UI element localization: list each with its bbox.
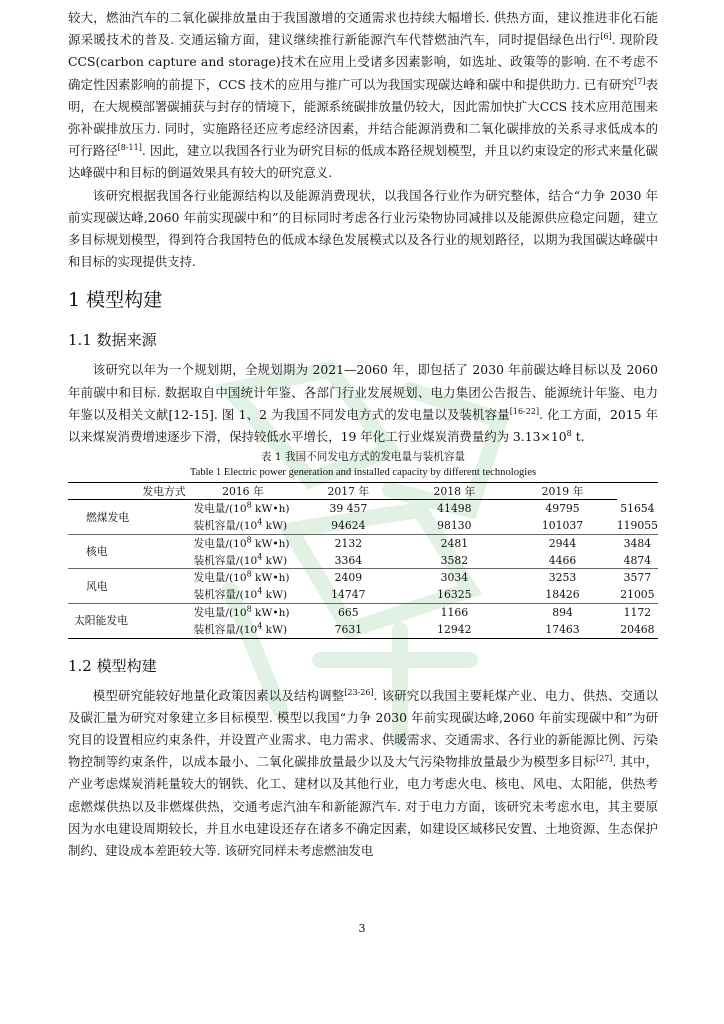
group-name-wind: 风电 — [68, 569, 190, 604]
para-data-source: 该研究以年为一个规划期，全规划期为 2021—2060 年，即包括了 2030 年前碳达峰目标以及 2060 年前碳中和目标. 数据取自中国统计年鉴、各部门行业发展规划、电力集团公告报告、能源统计年鉴、电力年鉴以及相关文献[12-15]. 图 1、2 为我国不同发电方式的发电量以及装机容量[16-22]. 化工方面，2015 年以来煤炭消费增速逐步下滑，保持较低水平增长，19 年化工行业煤炭消费量约为 $3.13\times 10^8$ t. — [68, 362, 658, 445]
group-name-nuclear: 核电 — [68, 534, 190, 569]
table-cell: 7631 — [334, 622, 363, 636]
table-cell: 14747 — [296, 586, 400, 603]
indicator-generation: 发电量$/(10^8$ kW•h) — [193, 569, 290, 585]
table-cell: 665 — [338, 605, 359, 619]
table-cell: 20468 — [620, 622, 655, 636]
table-cell: 1172 — [623, 605, 652, 619]
table-header-year: 2016 年 — [190, 483, 297, 500]
table-cell: 16325 — [400, 586, 508, 603]
para-research-aim: 该研究根据我国各行业能源结构以及能源消费现状，以我国各行业作为研究整体，结合“力争 2030 年前实现碳达峰,2060 年前实现碳中和”的目标同时考虑各行业污染物协同减排以及能源供应稳定问题，建立多目标规划模型，得到符合我国特色的低成本绿色发展模式以及各行业的规划路径，以期为我国碳达峰碳中和目标的实现提供支持. — [68, 187, 658, 270]
table-cell: 119055 — [617, 517, 658, 534]
table-row — [68, 604, 658, 621]
table-cell: 98130 — [400, 517, 508, 534]
indicator-capacity: 装机容量$/(10^4$ kW) — [190, 552, 297, 569]
table-cell: 51654 — [620, 501, 655, 515]
table-cell: 2409 — [334, 571, 363, 585]
table-cell: 94624 — [296, 517, 400, 534]
power-capacity-table — [68, 482, 658, 638]
table-cell: 1166 — [440, 605, 469, 619]
table-cell: 12942 — [437, 622, 472, 636]
table-cell: 4466 — [508, 552, 617, 569]
para-context: 较大，燃油汽车的二氧化碳排放量由于我国激增的交通需求也持续大幅增长. 供热方面，建议推进非化石能源采暖技术的普及. 交通运输方面，建议继续推行新能源汽车代替燃油汽车，同时提倡绿色出行[6]. 现阶段 CCS(carbon capture and storage)技术在应用上受诸多因素影响，如选址、政策等的影响. 在不考虑不确定性因素影响的前提下，CCS 技术的应用与推广可以为我国实现碳达峰和碳中和提供助力. 已有研究[7]表明，在大规模部署碳捕获与封存的情境下，能源系统碳排放量仍较大，因此需加快扩大CCS 技术应用范围来弥补碳排放压力. 同时，实施路径还应考虑经济因素，并结合能源消费和二氧化碳排放的关系寻求低成本的可行路径[8-11]. 因此，建立以我国各行业为研究目标的低成本路径规划模型，并且以约束设定的形式来量化碳达峰碳中和目标的倒逼效果具有较大的研究意义. — [68, 10, 659, 181]
paper-page — [68, 0, 658, 862]
group-name-coal: 燃煤发电 — [68, 500, 190, 535]
table-row — [68, 569, 658, 586]
table-header-year: 2017 年 — [296, 483, 400, 500]
table-cell: 3364 — [296, 552, 400, 569]
indicator-generation: 发电量$/(10^8$ kW•h) — [193, 535, 290, 550]
table-header-year: 2019 年 — [508, 483, 617, 500]
table-cell: 4874 — [617, 552, 658, 569]
table-cell: 101037 — [508, 517, 617, 534]
table-cell: 21005 — [617, 586, 658, 603]
table-header-year: 2018 年 — [400, 483, 508, 500]
table-cell: 41498 — [437, 502, 472, 516]
table-cell: 2481 — [440, 536, 469, 550]
table-caption-cn: 表 1 我国不同发电方式的发电量与装机容量 — [260, 451, 466, 464]
subsection-heading-model-build: 1.2 模型构建 — [68, 656, 157, 675]
table-cell: 3577 — [623, 571, 652, 585]
indicator-capacity: 装机容量$/(10^4$ kW) — [190, 586, 297, 603]
table-row — [68, 500, 658, 517]
table-cell: 894 — [552, 605, 573, 619]
table-header-row — [68, 483, 658, 500]
table-cell: 39 457 — [329, 502, 368, 516]
indicator-capacity: 装机容量$/(10^4$ kW) — [190, 517, 297, 534]
subsection-heading-data-source: 1.1 数据来源 — [68, 331, 157, 350]
table-header-method: 发电方式 — [68, 483, 190, 500]
table-cell: 18426 — [508, 586, 617, 603]
para-model-build: 模型研究能较好地量化政策因素以及结构调整[23-26]. 该研究以我国主要耗煤产业、电力、供热、交通以及碳汇量为研究对象建立多目标模型. 模型以我国“力争 2030 年前实现碳达峰,2060 年前实现碳中和”为研究目的设置相应约束条件，并设置产业需求、电力需求、供暖需求、交通需求、各行业的新能源比例、污染物控制等约束条件，以成本最小、二氧化碳排放量最少以及大气污染物排放量最少为模型多目标[27]. 其中，产业考虑煤炭消耗量较大的钢铁、化工、建材以及其他行业，电力考虑火电、核电、风电、太阳能，供热考虑燃煤供热以及非燃煤供热，交通考虑汽油车和新能源汽车. 对于电力方面，该研究未考虑水电，其主要原因为水电建设周期较长，并且水电建设还存在诸多不确定因素，如建设区域移民安置、土地资源、生态保护制约、建设成本差距较大等. 该研究同样未考虑燃油发电 — [68, 687, 658, 859]
table-cell: 3484 — [623, 536, 652, 550]
table-cell: 3253 — [548, 571, 577, 585]
table-cell: 3034 — [440, 571, 469, 585]
table-cell: 2944 — [548, 536, 577, 550]
table-caption-en: Table 1 Electric power generation and installed capacity by different technologies — [189, 467, 537, 479]
table-cell: 3582 — [400, 552, 508, 569]
table-cell: 49795 — [545, 502, 580, 516]
indicator-generation: 发电量$/(10^8$ kW•h) — [193, 604, 290, 619]
indicator-generation: 发电量$/(10^8$ kW•h) — [193, 500, 290, 516]
section-heading-model: 1 模型构建 — [68, 289, 163, 312]
page-number: 3 — [358, 922, 366, 935]
group-name-solar: 太阳能发电 — [74, 614, 128, 628]
table-row — [68, 534, 658, 551]
table-cell: 2132 — [334, 536, 363, 550]
table-cell: 17463 — [545, 622, 580, 636]
indicator-capacity: 装机容量$/(10^4$ kW) — [193, 621, 288, 636]
